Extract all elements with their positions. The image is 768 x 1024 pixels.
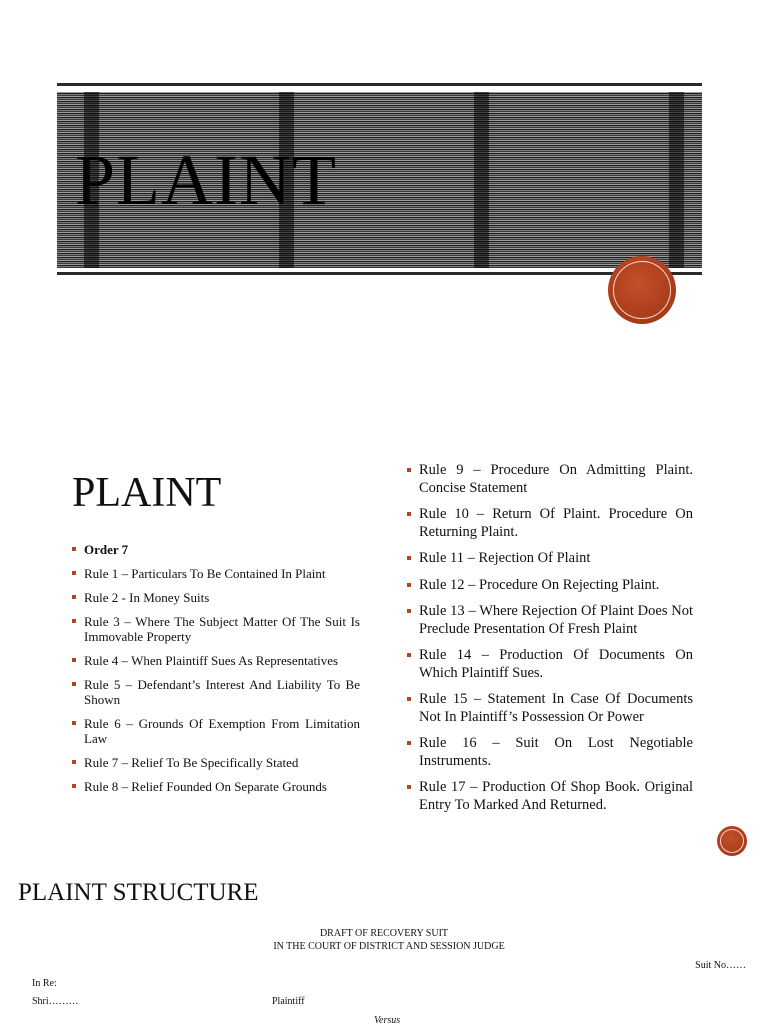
list-item: Rule 8 – Relief Founded On Separate Grounds <box>72 779 360 794</box>
list-item: Rule 11 – Rejection Of Plaint <box>407 550 693 568</box>
decorative-circle-icon <box>717 826 747 856</box>
list-item: Rule 10 – Return Of Plaint. Procedure On Returning Plaint. <box>407 506 693 541</box>
rules-slide <box>0 420 768 860</box>
banner-texture <box>57 92 702 268</box>
list-item: Rule 1 – Particulars To Be Contained In Plaint <box>72 566 360 581</box>
shri-label: Shri……… <box>32 996 79 1007</box>
structure-slide <box>0 860 768 1024</box>
list-item: Rule 4 – When Plaintiff Sues As Representatives <box>72 653 360 668</box>
draft-heading: DRAFT OF RECOVERY SUIT <box>319 928 449 939</box>
list-item: Rule 3 – Where The Subject Matter Of The Suit Is Immovable Property <box>72 614 360 644</box>
list-item: Rule 16 – Suit On Lost Negotiable Instruments. <box>407 735 693 770</box>
court-heading: IN THE COURT OF DISTRICT AND SESSION JUDGE <box>273 941 505 952</box>
list-item: Rule 6 – Grounds Of Exemption From Limitation Law <box>72 716 360 746</box>
list-item: Rule 13 – Where Rejection Of Plaint Does Not Preclude Presentation Of Fresh Plaint <box>407 603 693 638</box>
list-item: Rule 2 - In Money Suits <box>72 590 360 605</box>
list-item: Rule 5 – Defendant’s Interest And Liability To Be Shown <box>72 677 360 707</box>
banner-top-line <box>57 83 702 86</box>
in-re-label: In Re: <box>32 978 57 989</box>
list-item: Rule 12 – Procedure On Rejecting Plaint. <box>407 577 693 595</box>
banner-bottom-line <box>57 272 702 275</box>
list-item: Order 7 <box>72 542 360 557</box>
list-item: Rule 9 – Procedure On Admitting Plaint. Concise Statement <box>407 462 693 497</box>
title-slide <box>0 0 768 420</box>
title-banner <box>57 83 702 279</box>
decorative-circle-icon <box>608 256 676 324</box>
list-item: Rule 7 – Relief To Be Specifically Stated <box>72 755 360 770</box>
slide-title: PLAINT <box>75 140 337 220</box>
plaintiff-label: Plaintiff <box>272 996 305 1007</box>
list-item: Rule 14 – Production Of Documents On Which Plaintiff Sues. <box>407 647 693 682</box>
suit-number: Suit No…… <box>695 960 746 971</box>
list-item: Rule 15 – Statement In Case Of Documents Not In Plaintiff’s Possession Or Power <box>407 691 693 726</box>
rules-list-left <box>72 542 360 803</box>
list-item: Rule 17 – Production Of Shop Book. Original Entry To Marked And Returned. <box>407 779 693 814</box>
slide-heading: PLAINT STRUCTURE <box>18 879 259 906</box>
rules-list-right <box>407 462 693 823</box>
slide-heading: PLAINT <box>72 470 222 516</box>
versus-label: Versus <box>374 1015 401 1024</box>
